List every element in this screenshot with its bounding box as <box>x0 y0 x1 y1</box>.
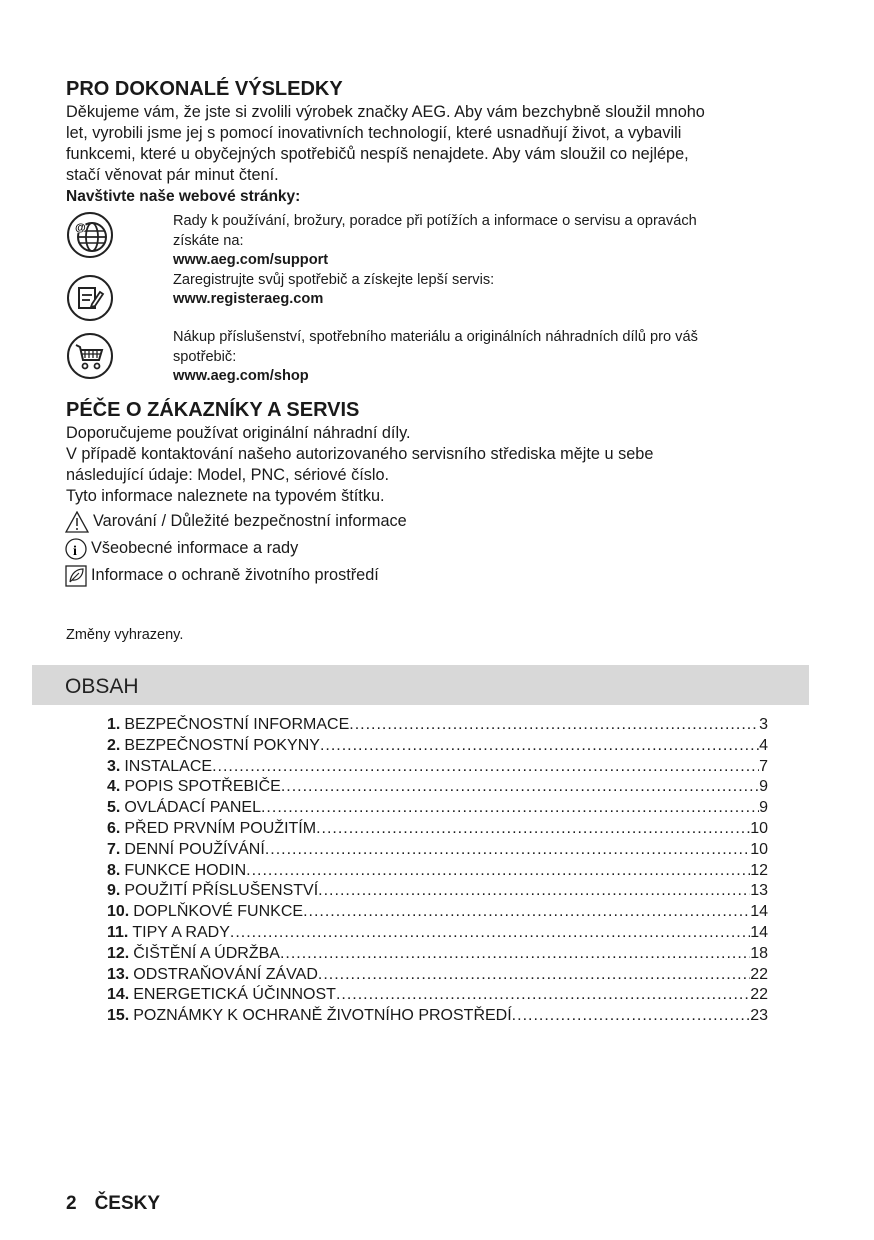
toc-leader <box>303 902 750 923</box>
intro-line: stačí věnovat pár minut čtení. <box>66 166 279 184</box>
shop-text: spotřebič: <box>173 348 237 365</box>
toc-leader <box>280 944 750 965</box>
toc-entry[interactable] <box>107 985 768 1006</box>
toc-label: ODSTRAŇOVÁNÍ ZÁVAD <box>133 965 318 983</box>
contents-title: OBSAH <box>65 675 139 698</box>
toc-entry[interactable] <box>107 715 768 736</box>
section-title-results: PRO DOKONALÉ VÝSLEDKY <box>66 78 343 100</box>
service-line: Doporučujeme používat originální náhradní díly. <box>66 424 411 442</box>
toc-number: 1. <box>107 716 121 733</box>
toc-number: 13. <box>107 965 130 983</box>
service-line: Tyto informace naleznete na typovém štítku. <box>66 487 385 505</box>
support-text: Rady k používání, brožury, poradce při potížích a informace o servisu a opravách <box>173 213 697 229</box>
toc-page: 3 <box>759 716 768 733</box>
toc-entry[interactable] <box>107 923 768 944</box>
toc-entry[interactable] <box>107 861 768 882</box>
toc-label: PŘED PRVNÍM POUŽITÍM <box>124 819 317 837</box>
toc-page: 13 <box>750 882 768 900</box>
toc-label: FUNKCE HODIN <box>124 861 247 879</box>
toc-number: 6. <box>107 819 121 837</box>
toc-leader <box>230 923 750 944</box>
toc-page: 14 <box>750 903 768 921</box>
toc-label: TIPY A RADY <box>132 923 230 941</box>
toc-label: POPIS SPOTŘEBIČE <box>124 778 281 796</box>
toc-leader <box>349 715 759 736</box>
toc-label: BEZPEČNOSTNÍ INFORMACE <box>124 716 350 733</box>
toc-number: 9. <box>107 882 121 900</box>
toc-number: 12. <box>107 944 130 962</box>
visit-label: Navštivte naše webové stránky: <box>66 188 301 205</box>
toc-number: 3. <box>107 757 121 775</box>
toc-page: 22 <box>750 986 768 1004</box>
toc-entry[interactable] <box>107 798 768 819</box>
intro-line: let, vyrobili jsme jej s pomocí inovativních technologií, které usnadňují život, a vybavili <box>66 124 682 142</box>
toc-leader <box>212 757 759 778</box>
changes-note: Změny vyhrazeny. <box>66 627 184 643</box>
toc-label: POZNÁMKY K OCHRANĚ ŽIVOTNÍHO PROSTŘEDÍ <box>133 1007 512 1025</box>
symbol-text: Informace o ochraně životního prostředí <box>91 566 379 584</box>
toc-leader <box>320 736 759 757</box>
language-label: ČESKY <box>94 1193 161 1214</box>
toc-entry[interactable] <box>107 840 768 861</box>
intro-line: funkcemi, které u obyčejných spotřebičů nespíš nenajdete. Aby vám sloužil co nejlépe, <box>66 145 689 163</box>
toc-leader <box>281 777 759 798</box>
globe-icon <box>66 211 114 259</box>
toc-number: 8. <box>107 861 121 879</box>
section-title-service: PÉČE O ZÁKAZNÍKY A SERVIS <box>66 399 360 421</box>
symbol-text: Varování / Důležité bezpečnostní informace <box>93 512 407 530</box>
register-text: Zaregistrujte svůj spotřebič a získejte lepší servis: <box>173 271 495 288</box>
toc-entry[interactable] <box>107 1006 768 1027</box>
toc-page: 4 <box>759 736 768 754</box>
symbol-info <box>65 535 407 562</box>
toc-number: 10. <box>107 903 130 921</box>
shop-link[interactable]: www.aeg.com/shop <box>173 368 309 384</box>
toc-page: 7 <box>759 757 768 775</box>
toc-leader <box>512 1006 751 1027</box>
page-number: 2 <box>66 1193 77 1214</box>
toc-entry[interactable] <box>107 736 768 757</box>
toc-number: 15. <box>107 1007 130 1025</box>
toc-page: 10 <box>750 819 768 837</box>
contents-header <box>32 665 809 705</box>
page-footer <box>66 1193 160 1215</box>
toc-leader <box>318 965 750 986</box>
toc-number: 11. <box>107 923 129 941</box>
toc-entry[interactable] <box>107 757 768 778</box>
environment-icon <box>65 565 87 587</box>
symbol-environment <box>65 562 407 589</box>
toc-leader <box>246 861 750 882</box>
toc-leader <box>261 798 759 819</box>
toc-leader <box>316 819 750 840</box>
toc-page: 9 <box>759 799 768 817</box>
service-line: následující údaje: Model, PNC, sériové číslo. <box>66 466 390 484</box>
toc-entry[interactable] <box>107 944 768 965</box>
info-icon <box>65 538 87 560</box>
toc-label: OVLÁDACÍ PANEL <box>124 799 261 817</box>
toc-page: 14 <box>750 923 768 941</box>
toc-page: 22 <box>750 965 768 983</box>
toc-label: POUŽITÍ PŘÍSLUŠENSTVÍ <box>124 882 319 900</box>
toc-page: 12 <box>750 861 768 879</box>
toc-entry[interactable] <box>107 902 768 923</box>
register-link[interactable]: www.registeraeg.com <box>173 291 324 307</box>
svg-text:@: @ <box>75 222 86 234</box>
support-link[interactable]: www.aeg.com/support <box>173 252 329 268</box>
toc-number: 2. <box>107 736 121 754</box>
symbol-warning <box>65 508 407 535</box>
toc-leader <box>318 881 750 902</box>
toc-number: 7. <box>107 840 121 858</box>
warning-icon <box>65 511 89 533</box>
toc-label: DOPLŇKOVÉ FUNKCE <box>133 903 304 921</box>
register-icon <box>66 274 114 322</box>
toc-entry[interactable] <box>107 965 768 986</box>
symbol-text: Všeobecné informace a rady <box>91 539 299 557</box>
toc-label: ENERGETICKÁ ÚČINNOST <box>133 986 336 1004</box>
toc-label: INSTALACE <box>124 757 213 775</box>
toc-leader <box>336 985 750 1006</box>
service-line: V případě kontaktování našeho autorizovaného servisního střediska mějte u sebe <box>66 445 654 463</box>
toc-number: 5. <box>107 799 121 817</box>
toc-page: 10 <box>750 840 768 858</box>
svg-text:i: i <box>73 543 77 559</box>
toc-label: BEZPEČNOSTNÍ POKYNY <box>124 736 320 754</box>
cart-icon <box>66 332 114 380</box>
toc-page: 23 <box>750 1007 768 1025</box>
toc-label: DENNÍ POUŽÍVÁNÍ <box>124 840 265 858</box>
intro-line: Děkujeme vám, že jste si zvolili výrobek značky AEG. Aby vám bezchybně sloužil mnoho <box>66 103 705 121</box>
toc-page: 9 <box>759 778 768 796</box>
toc-label: ČIŠTĚNÍ A ÚDRŽBA <box>133 944 280 962</box>
shop-text: Nákup příslušenství, spotřebního materiálu a originálních náhradních dílů pro váš <box>173 329 698 345</box>
toc-entry[interactable] <box>107 777 768 798</box>
support-text: získáte na: <box>173 232 244 249</box>
toc-entry[interactable] <box>107 819 768 840</box>
toc-number: 4. <box>107 778 121 796</box>
table-of-contents <box>107 715 768 1027</box>
toc-number: 14. <box>107 986 130 1004</box>
toc-entry[interactable] <box>107 881 768 902</box>
toc-leader <box>265 840 750 861</box>
toc-page: 18 <box>750 944 768 962</box>
